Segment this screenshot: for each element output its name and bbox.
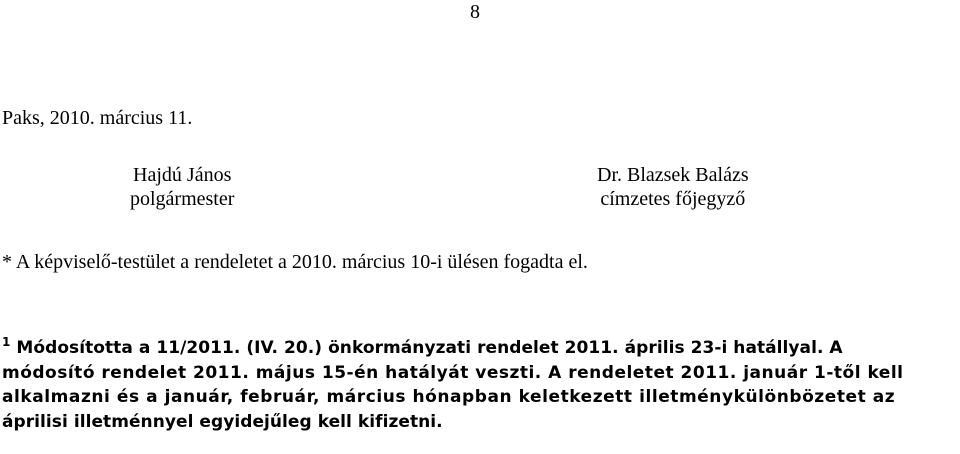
signature-title: címzetes főjegyző [600, 188, 746, 210]
signature-name: Hajdú János [133, 164, 232, 186]
place-date: Paks, 2010. március 11. [2, 107, 193, 129]
footnote-line [2, 336, 958, 361]
adoption-note: * A képviselő-testület a rendeletet a 2010. március 10-i ülésen fogadta el. [2, 251, 588, 273]
footnote-text: Módosította a 11/2011. (IV. 20.) önkormányzati rendelet 2011. április 23-i hatállyal. A [16, 338, 843, 358]
signature-block-notary [597, 163, 749, 211]
signature-name: Dr. Blazsek Balázs [597, 164, 749, 186]
signature-title: polgármester [130, 188, 235, 210]
footnote-line: módosító rendelet 2011. május 15-én hatályát veszti. A rendeletet 2011. január 1-től kell [2, 362, 904, 383]
signature-block-mayor [130, 163, 234, 211]
page-number: 8 [470, 1, 480, 23]
footnote [2, 336, 958, 434]
footnote-line: áprilisi illetménnyel egyidejűleg kell kifizetni. [2, 411, 443, 432]
footnote-line: alkalmazni és a január, február, március hónapban keletkezett illetménykülönbözetet az [2, 387, 896, 407]
footnote-marker: 1 [2, 335, 11, 349]
